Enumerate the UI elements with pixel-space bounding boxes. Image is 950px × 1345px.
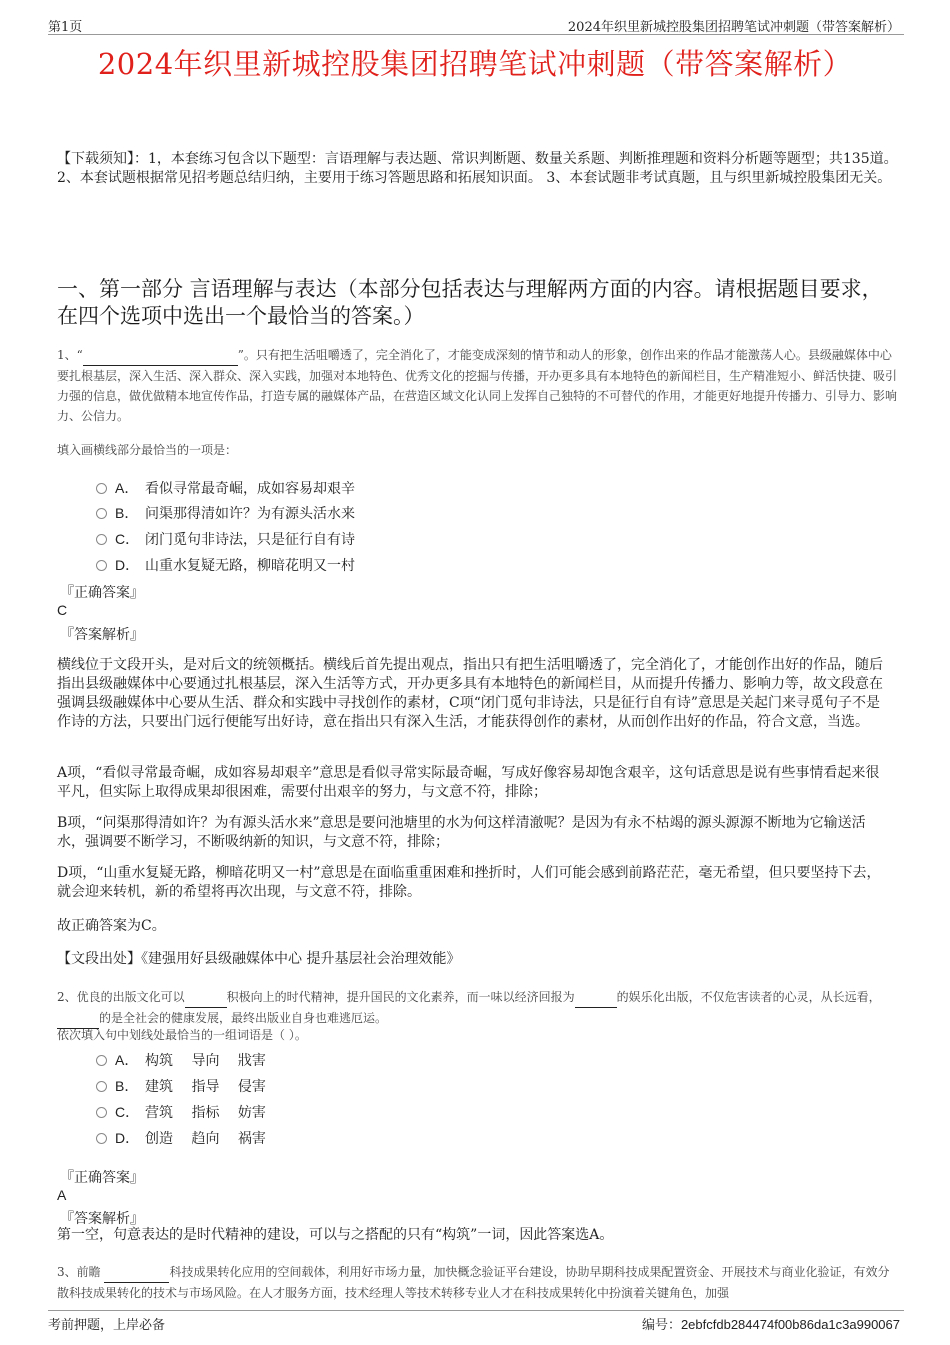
answer-blank: [83, 345, 238, 366]
answer-blank: [185, 987, 227, 1008]
q1-analysis-label: 『答案解析』: [60, 627, 144, 643]
answer-blank: [575, 987, 617, 1008]
radio-icon[interactable]: [96, 1055, 107, 1066]
question-3-stem: 3、前瞻 科技成果转化应用的空间载体，利用好市场力量，加快概念验证平台建设，协助早期科技成果配置资金、开展技术与商业化验证，有效分散科技成果转化的技术与市场风险。在人才服务方面，技术经理人等技术转移专业人才在科技成果转化中扮演着关键角色，加强: [57, 1262, 899, 1303]
question-2-stem: 2、优良的出版文化可以 积极向上的时代精神，提升国民的文化素养，而一味以经济回报为 的娱乐化出版，不仅危害读者的心灵，从长远看， 的是全社会的健康发展，最终出版业自身也难逃厄运。: [57, 987, 899, 1029]
radio-icon[interactable]: [96, 1081, 107, 1092]
q1-analysis-para: B项，“问渠那得清如许？为有源头活水来”意思是要问池塘里的水为何这样清澈呢？是因为有永不枯竭的源头源源不断地为它输送活水，强调要不断学习，不断吸纳新的知识，与文意不符，排除；: [57, 815, 866, 850]
q2-option-d[interactable]: D． 创造 趋向 祸害: [96, 1128, 266, 1148]
q1-analysis-para: 横线位于文段开头，是对后文的统领概括。横线后首先提出观点，指出只有把生活咀嚼透了，完全消化了，才能创作出好的作品，随后指出县级融媒体中心要通过扎根基层，深入生活等方式，开办更多具有本地特色的新闻栏目，从而提升传播力、影响力等，故文段意在强调县级融媒体中心要从生活、群众和实践中寻找创作的素材，C项“闭门觅句非诗法，只是征行自有诗”意思是关起门来寻觅句子不是作诗的方法，只要出门远行便能写出好诗，意在指出只有深入生活，才能获得创作的素材，从而创作出好的作品，符合文意，当选。: [57, 657, 883, 730]
download-notice: 【下载须知】：1，本套练习包含以下题型：言语理解与表达题、常识判断题、数量关系题、判断推理题和资料分析题等题型；共135道。 2、本套试题根据常见招考题总结归纳，主要用于练习答题思路和拓展知识面。 3、本套试题非考试真题，且与织里新城控股集团无关。: [57, 151, 898, 186]
q2-analysis: 第一空，句意表达的是时代精神的建设，可以与之搭配的只有“构筑”一词，因此答案选A。: [57, 1227, 614, 1243]
radio-icon[interactable]: [96, 1107, 107, 1118]
question-1-stem: 1、“ ”。只有把生活咀嚼透了，完全消化了，才能变成深刻的情节和动人的形象，创作出来的作品才能激荡人心。县级融媒体中心要扎根基层，深入生活、深入群众、深入实践，加强对本地特色、优秀文化的挖掘与传播，开办更多具有本地特色的新闻栏目，生产精准短小、鲜活快捷、吸引力强的信息，做优做精本地宣传作品，打造专属的融媒体产品，在营造区域文化认同上发挥自己独特的不可替代的作用，才能更好地提升传播力、引导力、影响力、公信力。: [57, 345, 899, 426]
question-1-prompt: 填入画横线部分最恰当的一项是：: [57, 443, 238, 457]
page-header: [48, 14, 904, 35]
q1-option-c[interactable]: C． 闭门觅句非诗法，只是征行自有诗: [96, 529, 355, 549]
q1-analysis-para: A项，“看似寻常最奇崛，成如容易却艰辛”意思是看似寻常实际最奇崛，写成好像容易却饱含艰辛，这句话意思是说有些事情看起来很平凡，但实际上取得成果却很困难，需要付出艰辛的努力，与文意不符，排除；: [57, 765, 880, 800]
footer-code: 编号：2ebfcfdb284474f00b86da1c3a990067: [641, 1317, 900, 1333]
question-2-prompt: 依次填入句中划线处最恰当的一组词语是（ ）。: [57, 1028, 307, 1042]
q1-source: 【文段出处】《建强用好县级融媒体中心 提升基层社会治理效能》: [57, 951, 461, 967]
radio-icon[interactable]: [96, 1133, 107, 1144]
section-heading: 一、第一部分 言语理解与表达（本部分包括表达与理解两方面的内容。请根据题目要求，在四个选项中选出一个最恰当的答案。）: [57, 277, 883, 328]
radio-icon[interactable]: [96, 508, 107, 519]
page-footer: [48, 1310, 904, 1333]
q2-analysis-label: 『答案解析』: [60, 1211, 144, 1227]
q2-option-a[interactable]: A． 构筑 导向 戕害: [96, 1050, 266, 1070]
q2-answer-label: 『正确答案』: [60, 1170, 144, 1186]
radio-icon[interactable]: [96, 483, 107, 494]
radio-icon[interactable]: [96, 534, 107, 545]
page-title: 2024年织里新城控股集团招聘笔试冲刺题（带答案解析）: [97, 47, 853, 81]
q1-option-b[interactable]: B． 问渠那得清如许？为有源头活水来: [96, 503, 355, 523]
answer-blank: [104, 1262, 169, 1283]
q2-option-c[interactable]: C． 营筑 指标 妨害: [96, 1102, 266, 1122]
q1-answer: C: [57, 602, 68, 618]
radio-icon[interactable]: [96, 560, 107, 571]
page-number: 第1页: [48, 20, 83, 35]
q1-analysis-conclusion: 故正确答案为C。: [57, 918, 166, 934]
q1-answer-label: 『正确答案』: [60, 585, 144, 601]
q1-option-a[interactable]: A． 看似寻常最奇崛，成如容易却艰辛: [96, 478, 355, 498]
q2-answer: A: [57, 1187, 67, 1203]
header-doc-title: 2024年织里新城控股集团招聘笔试冲刺题（带答案解析）: [567, 20, 900, 35]
q1-option-d[interactable]: D． 山重水复疑无路，柳暗花明又一村: [96, 555, 355, 575]
footer-slogan: 考前押题，上岸必备: [48, 1318, 166, 1333]
q2-option-b[interactable]: B． 建筑 指导 侵害: [96, 1076, 266, 1096]
q1-analysis-para: D项，“山重水复疑无路，柳暗花明又一村”意思是在面临重重困难和挫折时，人们可能会感到前路茫茫，毫无希望，但只要坚持下去，就会迎来转机，新的希望将再次出现，与文意不符，排除。: [57, 865, 881, 900]
